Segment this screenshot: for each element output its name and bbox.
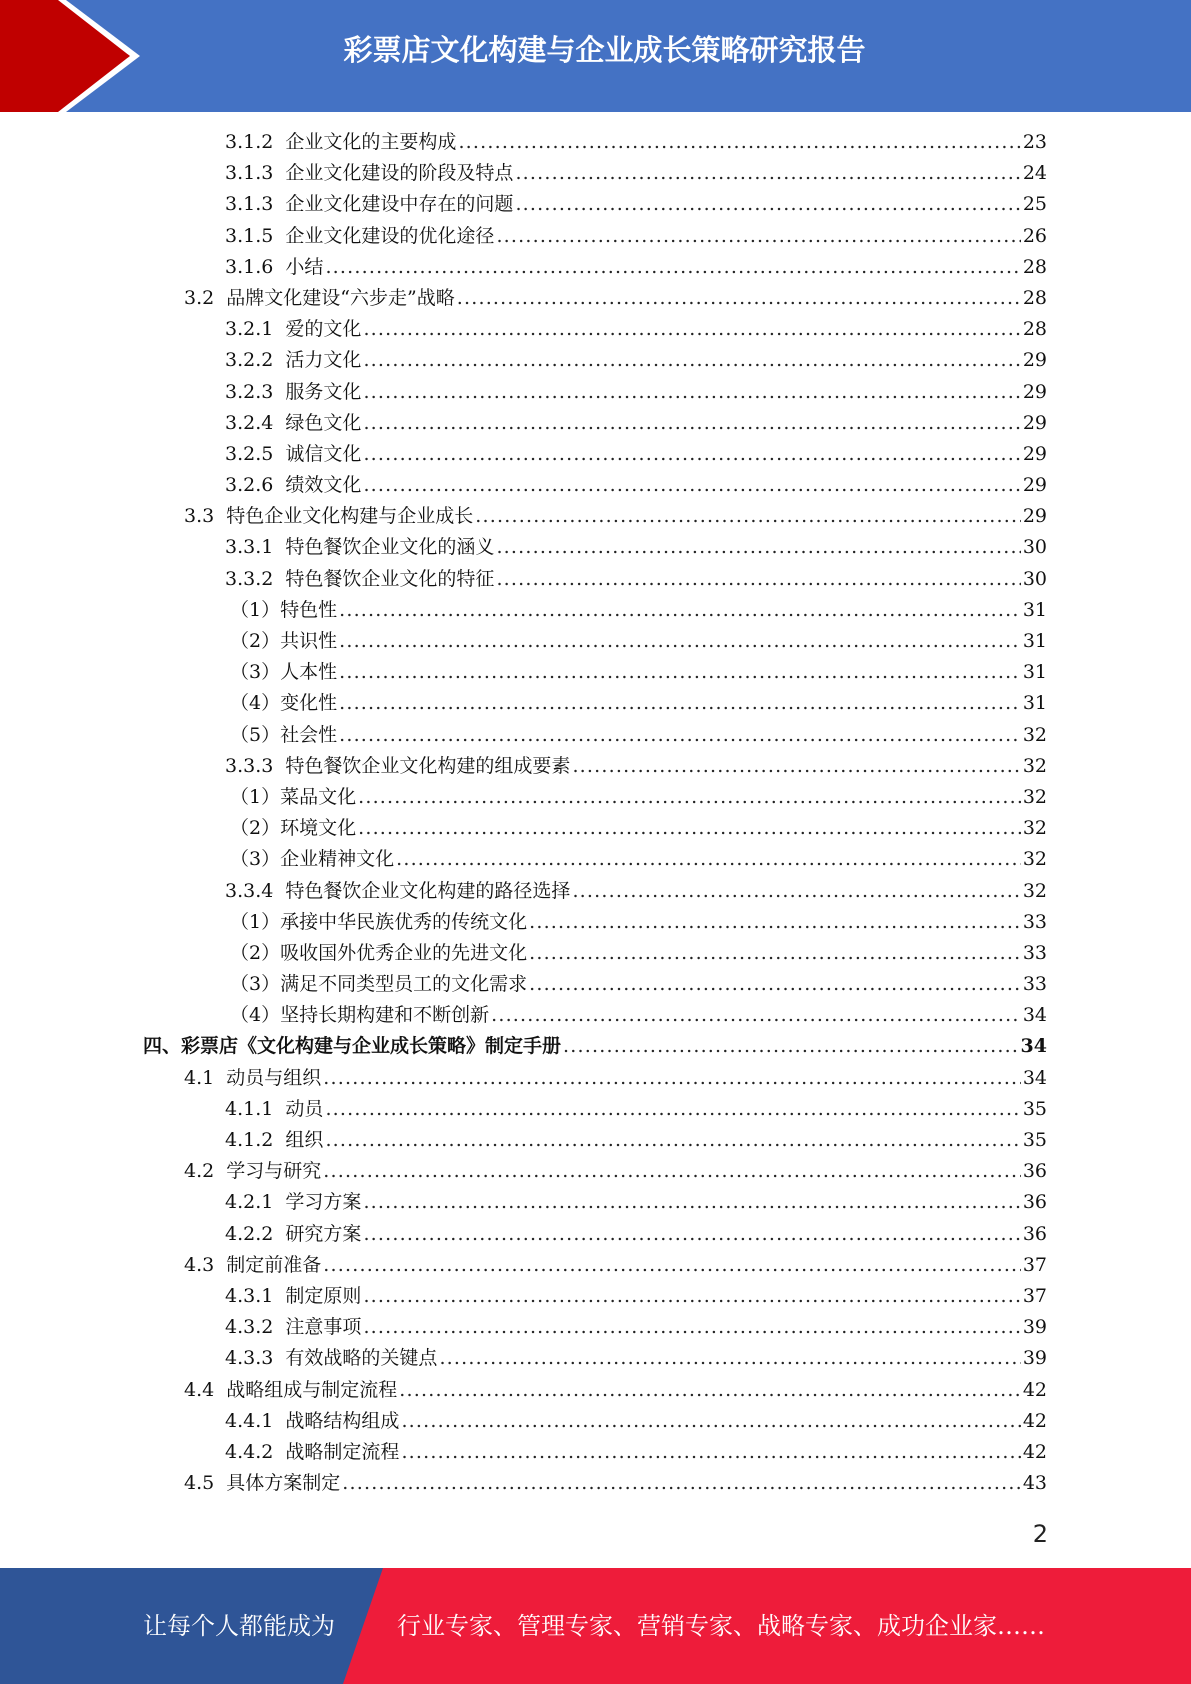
toc-entry[interactable] [0, 1312, 1047, 1343]
toc-entry-page: 31 [1022, 630, 1047, 652]
footer-slogan-left: 让每个人都能成为 [143, 1612, 335, 1640]
toc-entry-title: 3.2.2 活力文化 [225, 349, 362, 372]
toc-leader-dots [496, 221, 1020, 252]
toc-entry-page: 36 [1022, 1160, 1047, 1183]
toc-entry-title: 3.1.2 企业文化的主要构成 [225, 131, 457, 153]
toc-entry[interactable] [0, 189, 1047, 220]
toc-entry[interactable] [0, 408, 1047, 439]
toc-entry-title: 4.4.2 战略制定流程 [225, 1440, 400, 1463]
toc-leader-dots [401, 1437, 1020, 1468]
toc-entry[interactable] [0, 1094, 1047, 1125]
toc-entry-page: 29 [1022, 411, 1047, 434]
toc-leader-dots [339, 626, 1021, 657]
toc-entry[interactable] [0, 1125, 1047, 1156]
toc-entry[interactable] [0, 844, 1047, 875]
toc-entry-page: 31 [1022, 692, 1047, 715]
toc-entry-title: 3.1.6 小结 [225, 255, 324, 278]
toc-entry[interactable] [0, 1156, 1047, 1187]
toc-entry-page: 29 [1022, 380, 1047, 403]
toc-leader-dots [515, 158, 1020, 189]
toc-entry[interactable] [0, 221, 1047, 252]
toc-entry-title: 3.2.6 绩效文化 [225, 474, 362, 497]
toc-leader-dots [363, 377, 1020, 408]
toc-entry-title: 3.2.5 诚信文化 [225, 442, 362, 465]
toc-leader-dots [342, 1468, 1021, 1499]
toc-entry[interactable] [0, 595, 1047, 626]
toc-entry-title: （5）社会性 [230, 723, 338, 746]
toc-leader-dots [325, 1094, 1020, 1125]
toc-leader-dots [439, 1343, 1020, 1374]
toc-entry-page: 33 [1022, 973, 1047, 996]
toc-leader-dots [363, 470, 1020, 501]
toc-leader-dots [323, 1250, 1021, 1281]
toc-entry-title: 4.4 战略组成与制定流程 [184, 1378, 398, 1401]
toc-entry-title: 4.3.3 有效战略的关键点 [225, 1347, 438, 1370]
toc-entry-page: 32 [1022, 848, 1047, 871]
toc-entry[interactable] [0, 1437, 1047, 1468]
toc-entry[interactable] [0, 626, 1047, 657]
toc-leader-dots [363, 314, 1020, 345]
toc-entry-page: 42 [1022, 1440, 1047, 1463]
footer-banner [0, 1568, 1191, 1684]
toc-leader-dots [496, 564, 1020, 595]
toc-leader-dots [475, 501, 1021, 532]
toc-entry[interactable] [0, 969, 1047, 1000]
toc-entry-title: 3.3.3 特色餐饮企业文化构建的组成要素 [225, 754, 571, 777]
toc-leader-dots [323, 1156, 1021, 1187]
toc-entry[interactable] [0, 314, 1047, 345]
toc-leader-dots [401, 1406, 1020, 1437]
toc-entry-page: 29 [1022, 349, 1047, 372]
toc-entry-page: 28 [1022, 286, 1047, 309]
toc-entry-page: 23 [1022, 131, 1047, 153]
toc-entry-page: 39 [1022, 1316, 1047, 1339]
toc-leader-dots [529, 907, 1021, 938]
toc-leader-dots [572, 751, 1020, 782]
toc-leader-dots [358, 782, 1021, 813]
toc-entry-page: 33 [1022, 941, 1047, 964]
toc-entry-title: 4.3.2 注意事项 [225, 1316, 362, 1339]
table-of-contents [0, 127, 1191, 1499]
document-title: 彩票店文化构建与企业成长策略研究报告 [343, 33, 866, 67]
toc-entry-title: 3.1.5 企业文化建设的优化途径 [225, 224, 495, 247]
toc-entry[interactable] [0, 1187, 1047, 1218]
toc-entry[interactable] [0, 1219, 1047, 1250]
toc-leader-dots [325, 1125, 1020, 1156]
toc-entry[interactable] [0, 1406, 1047, 1437]
toc-leader-dots [363, 1219, 1020, 1250]
toc-entry-title: （1）菜品文化 [230, 785, 357, 808]
toc-leader-dots [325, 252, 1020, 283]
toc-entry[interactable] [0, 1375, 1047, 1406]
toc-entry[interactable] [0, 938, 1047, 969]
toc-entry[interactable] [0, 782, 1047, 813]
toc-entry-title: 3.3 特色企业文化构建与企业成长 [184, 505, 474, 528]
toc-entry-page: 36 [1022, 1191, 1047, 1214]
toc-leader-dots [457, 283, 1021, 314]
toc-entry[interactable] [0, 158, 1047, 189]
toc-entry-page: 25 [1022, 193, 1047, 216]
toc-entry-title: （2）吸收国外优秀企业的先进文化 [230, 941, 528, 964]
toc-entry-title: 3.3.4 特色餐饮企业文化构建的路径选择 [225, 879, 571, 902]
toc-entry-page: 24 [1022, 162, 1047, 185]
toc-leader-dots [399, 1375, 1021, 1406]
toc-leader-dots [563, 1031, 1019, 1062]
toc-entry-title: 3.2.1 爱的文化 [225, 318, 362, 341]
toc-entry-page: 33 [1022, 910, 1047, 933]
toc-entry-title: 4.1.2 组织 [225, 1129, 324, 1151]
toc-entry-page: 34 [1020, 1035, 1047, 1058]
toc-entry[interactable] [0, 564, 1047, 595]
toc-entry[interactable] [0, 532, 1047, 563]
toc-leader-dots [529, 969, 1021, 1000]
toc-entry-title: 4.3 制定前准备 [184, 1253, 322, 1276]
toc-entry[interactable] [0, 470, 1047, 501]
toc-entry-title: 4.4.1 战略结构组成 [225, 1409, 400, 1432]
toc-entry[interactable] [0, 657, 1047, 688]
toc-entry-title: （2）共识性 [230, 630, 338, 652]
toc-entry-page: 32 [1022, 879, 1047, 902]
toc-entry[interactable] [0, 751, 1047, 782]
toc-entry-page: 34 [1022, 1066, 1047, 1089]
toc-entry-page: 31 [1022, 598, 1047, 621]
toc-entry[interactable] [0, 283, 1047, 314]
toc-leader-dots [363, 439, 1020, 470]
toc-entry[interactable] [0, 501, 1047, 532]
toc-entry-page: 43 [1022, 1472, 1047, 1495]
toc-entry-title: 4.2 学习与研究 [184, 1160, 322, 1183]
toc-entry-title: 3.1.3 企业文化建设的阶段及特点 [225, 162, 514, 185]
toc-entry-title: 3.1.3 企业文化建设中存在的问题 [225, 193, 514, 216]
toc-entry-title: 4.1 动员与组织 [184, 1066, 322, 1089]
header-bar [0, 0, 1191, 112]
toc-leader-dots [491, 1000, 1021, 1031]
toc-leader-dots [339, 595, 1021, 626]
toc-leader-dots [339, 657, 1021, 688]
toc-entry-title: 3.2.3 服务文化 [225, 380, 362, 403]
toc-entry[interactable] [0, 688, 1047, 719]
toc-entry[interactable] [0, 1250, 1047, 1281]
toc-entry-page: 31 [1022, 661, 1047, 684]
toc-leader-dots [358, 813, 1021, 844]
toc-entry-page: 30 [1022, 536, 1047, 559]
toc-entry-page: 35 [1022, 1129, 1047, 1151]
toc-leader-dots [339, 688, 1021, 719]
toc-entry-title: （1）承接中华民族优秀的传统文化 [230, 910, 528, 933]
toc-leader-dots [572, 876, 1020, 907]
toc-entry[interactable] [0, 1063, 1047, 1094]
toc-entry-page: 32 [1022, 817, 1047, 840]
toc-entry[interactable] [0, 377, 1047, 408]
toc-entry-title: （3）满足不同类型员工的文化需求 [230, 973, 528, 996]
toc-entry-title: 3.3.2 特色餐饮企业文化的特征 [225, 567, 495, 590]
toc-leader-dots [396, 844, 1021, 875]
toc-leader-dots [363, 1187, 1020, 1218]
toc-entry-title: （2）环境文化 [230, 817, 357, 840]
toc-entry-title: （4）坚持长期构建和不断创新 [230, 1004, 490, 1027]
toc-entry-title: 4.3.1 制定原则 [225, 1284, 362, 1307]
toc-entry-page: 42 [1022, 1409, 1047, 1432]
toc-entry-page: 37 [1022, 1284, 1047, 1307]
toc-entry[interactable] [0, 1468, 1047, 1499]
toc-leader-dots [515, 189, 1020, 220]
toc-entry-title: （3）人本性 [230, 661, 338, 684]
toc-entry-page: 30 [1022, 567, 1047, 590]
toc-entry[interactable] [0, 252, 1047, 283]
toc-leader-dots [458, 127, 1020, 158]
toc-entry[interactable] [0, 1031, 1047, 1062]
toc-entry-page: 32 [1022, 785, 1047, 808]
toc-leader-dots [363, 408, 1020, 439]
toc-entry[interactable] [0, 907, 1047, 938]
toc-leader-dots [363, 345, 1020, 376]
toc-entry[interactable] [0, 720, 1047, 751]
toc-entry-page: 39 [1022, 1347, 1047, 1370]
toc-entry[interactable] [0, 813, 1047, 844]
toc-entry-title: 四、彩票店《文化构建与企业成长策略》制定手册 [143, 1035, 562, 1058]
page-number: 2 [1032, 1520, 1048, 1548]
footer-slogan-right: 行业专家、管理专家、营销专家、战略专家、成功企业家…… [397, 1612, 1045, 1640]
toc-entry-page: 34 [1022, 1004, 1047, 1027]
toc-entry-title: 4.2.1 学习方案 [225, 1191, 362, 1214]
toc-leader-dots [323, 1063, 1021, 1094]
toc-entry[interactable] [0, 876, 1047, 907]
toc-entry-page: 28 [1022, 255, 1047, 278]
toc-entry-title: （3）企业精神文化 [230, 848, 395, 871]
toc-entry-page: 32 [1022, 723, 1047, 746]
toc-entry-page: 36 [1022, 1222, 1047, 1245]
toc-entry[interactable] [0, 1281, 1047, 1312]
toc-entry[interactable] [0, 345, 1047, 376]
toc-leader-dots [363, 1312, 1020, 1343]
toc-entry-page: 37 [1022, 1253, 1047, 1276]
toc-entry-title: 4.5 具体方案制定 [184, 1472, 341, 1495]
toc-entry[interactable] [0, 127, 1047, 158]
toc-entry-title: 4.1.1 动员 [225, 1097, 324, 1120]
toc-entry-title: （4）变化性 [230, 692, 338, 715]
toc-entry-page: 29 [1022, 505, 1047, 528]
toc-entry-title: 3.2 品牌文化建设“六步走”战略 [184, 286, 455, 309]
toc-entry-page: 32 [1022, 754, 1047, 777]
toc-leader-dots [529, 938, 1021, 969]
toc-entry-page: 29 [1022, 474, 1047, 497]
toc-entry-page: 28 [1022, 318, 1047, 341]
toc-entry-title: 3.2.4 绿色文化 [225, 411, 362, 434]
toc-leader-dots [496, 532, 1020, 563]
toc-leader-dots [339, 720, 1021, 751]
toc-entry-page: 35 [1022, 1097, 1047, 1120]
toc-entry-page: 29 [1022, 442, 1047, 465]
toc-leader-dots [363, 1281, 1020, 1312]
toc-entry[interactable] [0, 439, 1047, 470]
toc-entry-title: 4.2.2 研究方案 [225, 1222, 362, 1245]
toc-entry-title: （1）特色性 [230, 598, 338, 621]
toc-entry-title: 3.3.1 特色餐饮企业文化的涵义 [225, 536, 495, 559]
toc-entry-page: 42 [1022, 1378, 1047, 1401]
toc-entry[interactable] [0, 1000, 1047, 1031]
toc-entry[interactable] [0, 1343, 1047, 1374]
toc-entry-page: 26 [1022, 224, 1047, 247]
